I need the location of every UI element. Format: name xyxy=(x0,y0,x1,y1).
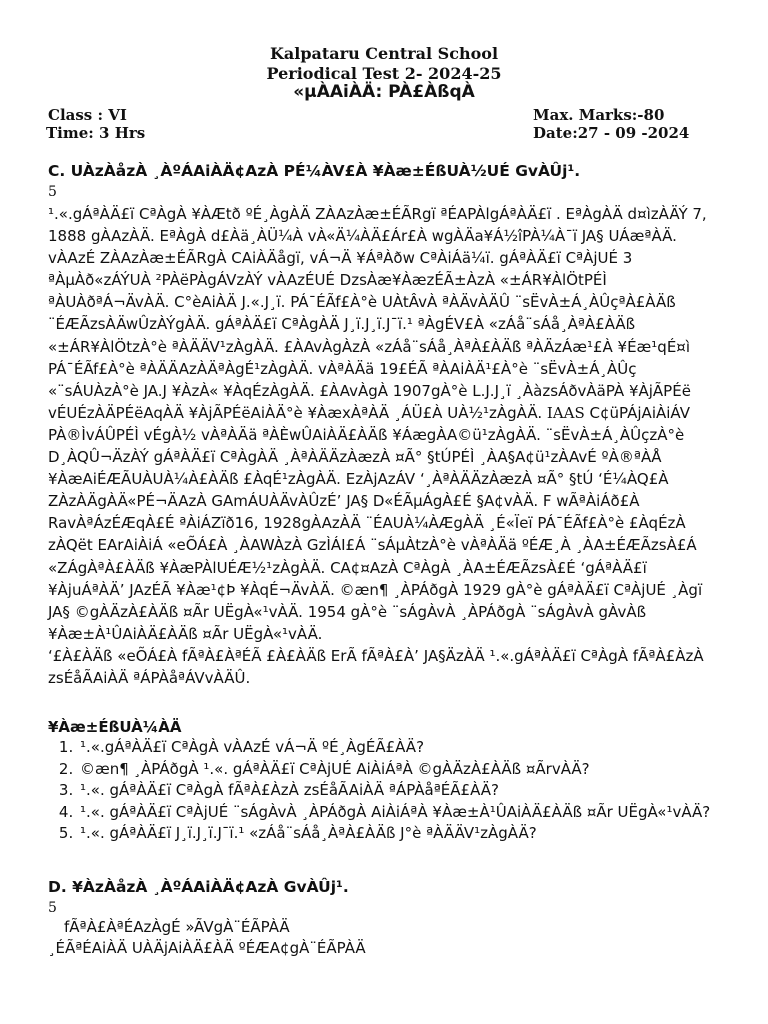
question-item: 3. ¹.«. gÁªÀÄ£ï CªÀgÀ fÃªÀ£ÀzÀ zsÉåÃAiÀÄ ªÁPÀåªÉÃ£ÀÄ? xyxy=(78,780,738,802)
poem-line-2: ¸ÉÃªÉAiÀÄ UÀÄjAiÀÄ£ÀÄ ºÉÆA¢gÀ¨ÉÃPÀÄ xyxy=(48,939,366,957)
date-label: Date:27 - 09 -2024 xyxy=(533,124,690,142)
time-label: Time: 3 Hrs xyxy=(46,124,146,142)
question-item: 1. ¹.«.gÁªÀÄ£ï CªÀgÀ vÀAzÉ vÁ¬Ä ºÉ¸ÀgÉÃ£ÀÄ? xyxy=(78,737,738,759)
section-d-heading: D. ¥ÀzÀåzÀ ¸ÀºÁAiÀÄ¢AzÀ GvÀÛj¹. xyxy=(48,878,349,896)
section-c-heading: C. UÀzÀåzÀ ¸ÀºÁAiÀÄ¢AzÀ PÉ¼ÀV£À ¥Àæ±ÉßUÀ½UÉ GvÀÛj¹. xyxy=(48,162,581,180)
section-c-passage xyxy=(48,203,712,689)
subject-title: «µÀAiÀÄ: PÀ£ÀßqÀ xyxy=(293,82,475,102)
passage-part-2: C¢üPÁjAiÀiÁV PÀ®ÌvÁÛPÉÌ vÉgÀ½ vÀªÀÄä ªÀÈwÛAiÀÄ£ÀÄß ¥ÁægÀA©ü¹zÀgÀÄ. ¨sËvÀ±Á¸ÀÛçzÀ°è D¸ÀQÛ¬ÄzÀÝ gÁªÀÄ£ï CªÀgÀÄ ¸ÀªÀÄÄzÀæzÀ ¤Ã° §tÚPÉÌ ¸ÀA§A¢ü¹zÀAvÉ ºÀ®ªÀÅ ¥ÀæAiÉÆÃUÀUÀ¼À£ÀÄß £ÀqÉ¹zÀgÀÄ. EzÀjAzÁV ‘¸ÀªÀÄÄzÀæzÀ ¤Ã° §tÚ ‘É¼ÀQ£À ZÀzÀÄgÀÄ«PÉ¬ÄAzÀ GAmÁUÀÄvÀÛzÉ’ JA§ D«ÉÃµÁgÀ£É §A¢vÀÄ. F wÃªÀiÁð£À RavÀªÁzÉÆqÀ£É ªÀiÁZïð16, 1928gÀAzÀÄ ¨ÉAUÀ¼ÀÆgÀÄ ¸É«Ïeï PÁ¯ÉÃf£À°è £ÀqÉzÀ zÀQët EArAiÀiÁ «eÕÁ£À ¸ÀAWÀzÀ GzÌÁI£Á ¨sÁµÀtzÀ°è vÀªÀÄä ºÉÆ¸À ¸ÀA±ÉÆÃzsÀ£Á «ZÁgÀªÀ£ÀÄß ¥ÀæPÀlUÉÆ½¹zÀgÀÄ. CA¢¤AzÀ CªÀgÀ ¸ÀA±ÉÆÃzsÀ£É ‘gÁªÀÄ£ï ¥ÀjuÁªÀÄ’ JAzÉÃ ¥Àæ¹¢Þ ¥ÀqÉ¬ÄvÀÄ. ©æn¶ ¸ÀPÁðgÀ 1929 gÀ°è gÁªÀÄ£ï CªÀjUÉ ¸Àgï JA§ ©gÀÄzÀ£ÀÄß ¤Ãr UËgÀ«¹vÀÄ. 1954 gÀ°è ¨sÁgÀvÀ ¸ÀPÁðgÀ ¨sÁgÀvÀ gÀvÀß ¥Àæ±À¹ÛAiÀÄ£ÀÄß ¤Ãr UËgÀ«¹vÀÄ. ‘£À£ÀÄß «eÕÁ£À fÃªÀ£ÀªÉÃ £À£ÀÄß ErÃ fÃªÀ£À’ JA§ÄzÀÄ ¹.«.gÁªÀÄ£ï CªÀgÀ fÃªÀ£ÀzÀ zsÉåÃAiÀÄ ªÁPÀåªÁVvÀÄÛ. xyxy=(48,403,704,687)
questions-heading: ¥Àæ±ÉßUÀ¼ÀÄ xyxy=(48,718,182,736)
section-d-marks: 5 xyxy=(48,900,57,916)
school-name: Kalpataru Central School xyxy=(269,44,499,63)
passage-iaas: IAAS xyxy=(546,403,585,422)
poem-line-1: fÃªÀ£ÀªÉAzÀgÉ »ÃVgÀ¨ÉÃPÀÄ xyxy=(64,918,290,936)
class-label: Class : VI xyxy=(48,106,127,124)
question-item: 2. ©æn¶ ¸ÀPÁðgÀ ¹.«. gÁªÀÄ£ï CªÀjUÉ AiÀiÁªÀ ©gÀÄzÀ£ÀÄß ¤ÃrvÀÄ? xyxy=(78,759,738,781)
question-item: 4. ¹.«. gÁªÀÄ£ï CªÀjUÉ ¨sÁgÀvÀ ¸ÀPÁðgÀ AiÀiÁªÀ ¥Àæ±À¹ÛAiÀÄ£ÀÄß ¤Ãr UËgÀ«¹vÀÄ? xyxy=(78,802,738,824)
test-title: Periodical Test 2- 2024-25 xyxy=(266,64,502,83)
question-item: 5. ¹.«. gÁªÀÄ£ï J¸ï.J¸ï.J¯ï.¹ «zÁå¨sÁå¸ÀªÀ£ÀÄß J°è ªÀÄÄV¹zÀgÀÄ? xyxy=(78,823,738,845)
section-c-marks: 5 xyxy=(48,184,57,200)
max-marks-label: Max. Marks:-80 xyxy=(533,106,665,124)
passage-part-1: ¹.«.gÁªÀÄ£ï CªÀgÀ ¥ÀÆtð ºÉ¸ÀgÀÄ ZÀAzÀæ±ÉÃRgï ªÉAPÀlgÁªÀÄ£ï . EªÀgÀÄ d¤ìzÀÄÝ 7, 1888 gÀAzÀÄ. EªÀgÀ d£Àä¸ÀÜ¼À vÀ«Ä¼ÀÄ£Ár£À wgÀÄa¥Á½îPÀ¼À¯ï JA§ UÁæªÀÄ. vÀAzÉ ZÀAzÀæ±ÉÃRgÀ CAiÀÄågï, vÁ¬Ä ¥ÁªÀðw CªÀiÁä¼ï. gÁªÀÄ£ï CªÀjUÉ 3 ªÀµÀð«zÁÝUÀ ²PÀëPÀgÁVzÀÝ vÀAzÉUÉ DzsÀæ¥ÀæzÉÃ±ÀzÀ «±ÁR¥ÀlÖtPÉÌ ªÀUÀðªÁ¬ÄvÀÄ. C°èAiÀÄ J.«.J¸ï. PÁ¯ÉÃf£À°è UÀtÂvÀ ªÀÄvÀÄÛ ¨sËvÀ±Á¸ÀÛçªÀ£ÀÄß ¨ÉÆÃzsÀÄwÛzÀÝgÀÄ. gÁªÀÄ£ï CªÀgÀÄ J¸ï.J¸ï.J¯ï.¹ ªÀgÉV£À «zÁå¨sÁå¸ÀªÀ£ÀÄß «±ÁR¥ÀlÖtzÀ°è ªÀÄÄV¹zÀgÀÄ. £ÀAvÀgÀzÀ «zÁå¨sÁå¸ÀªÀ£ÀÄß ªÀÄzÁæ¹£À ¥Éæ¹qÉ¤ì PÁ¯ÉÃf£À°è ªÀÄÄAzÀÄªÀgÉ¹zÀgÀÄ. vÀªÀÄä 19£ÉÃ ªÀAiÀÄ¹£À°è ¨sËvÀ±Á¸ÀÛç «¨sÁUÀzÀ°è JA.J ¥ÀzÀ« ¥ÀqÉzÀgÀÄ. £ÀAvÀgÀ 1907gÀ°è L.J.J¸ï ¸ÀàzsÁðvÀäPÀ ¥ÀjÃPÉë vÉUÉzÀÄPÉëAqÀÄ ¥ÀjÃPÉëAiÀÄ°è ¥ÀæxÀªÀÄ ¸ÁÜ£À UÀ½¹zÀgÀÄ. xyxy=(48,205,707,422)
questions-list xyxy=(48,737,738,845)
